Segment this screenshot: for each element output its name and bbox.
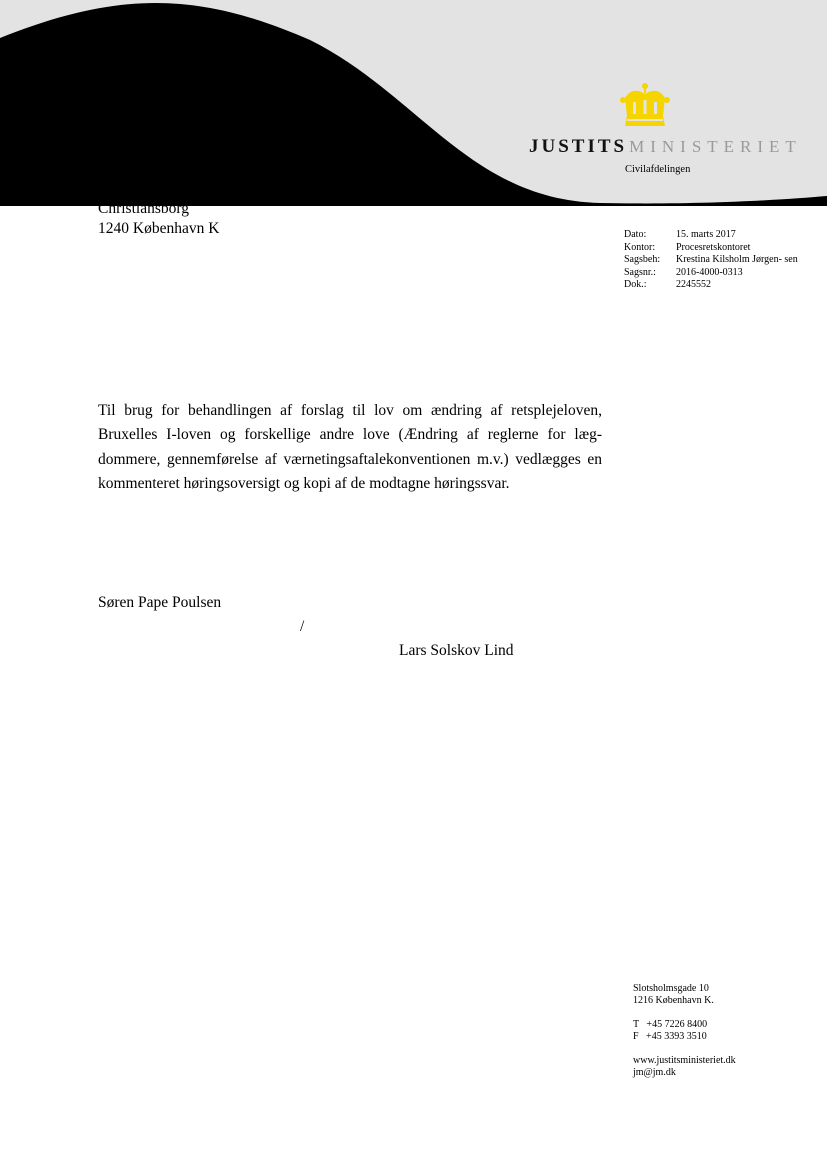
signature-separator: / bbox=[300, 618, 305, 635]
meta-label: Sagsbeh: bbox=[624, 254, 661, 265]
meta-row-caseworker bbox=[624, 254, 800, 267]
footer-city: 1216 København K. bbox=[633, 995, 714, 1006]
ministry-logo bbox=[529, 136, 802, 158]
crown-icon bbox=[619, 82, 671, 130]
header-wave-band bbox=[0, 0, 827, 210]
meta-row-date bbox=[624, 229, 800, 242]
footer-street: Slotsholmsgade 10 bbox=[633, 983, 709, 994]
meta-label: Dato: bbox=[624, 229, 647, 240]
meta-value: 2245552 bbox=[676, 279, 711, 290]
reference-block bbox=[624, 229, 800, 292]
meta-row-office bbox=[624, 242, 800, 255]
meta-label: Dok.: bbox=[624, 279, 647, 290]
logo-primary-text: JUSTITS bbox=[529, 136, 628, 157]
meta-value: 2016-4000-0313 bbox=[676, 266, 743, 278]
recipient-line-2: 1240 København K bbox=[98, 220, 220, 237]
meta-value: 15. marts 2017 bbox=[676, 229, 736, 240]
recipient-line-1: Christiansborg bbox=[98, 200, 189, 217]
footer-website-link[interactable]: www.justitsministeriet.dk bbox=[633, 1055, 736, 1066]
meta-row-case-number bbox=[624, 267, 800, 280]
meta-value: Procesretskontoret bbox=[676, 241, 751, 253]
signature-official: Lars Solskov Lind bbox=[399, 642, 514, 659]
logo-secondary-text: MINISTERIET bbox=[629, 137, 802, 156]
meta-label: Kontor: bbox=[624, 241, 656, 253]
contact-footer bbox=[633, 983, 736, 1079]
footer-phone: T +45 7226 8400 bbox=[633, 1019, 708, 1030]
meta-value: Krestina Kilsholm Jørgen- sen bbox=[676, 254, 798, 265]
letter-body: Til brug for behandlingen af forslag til lov om ændring af retsplejeloven, Bruxelles I-loven og forskellige andre love (Ændring af reglerne for lægdommere, gennemførelse af værnetingsaftalekonventionen m.v.) vedlægges en kommenteret høringsoversigt og kopi af de modtagne høringssvar. bbox=[98, 402, 602, 492]
footer-email-link[interactable]: jm@jm.dk bbox=[633, 1067, 676, 1078]
signature-minister: Søren Pape Poulsen bbox=[98, 594, 222, 611]
meta-label: Sagsnr.: bbox=[624, 266, 656, 278]
meta-row-document bbox=[624, 279, 800, 292]
footer-fax: F +45 3393 3510 bbox=[633, 1031, 707, 1042]
department-name: Civilafdelingen bbox=[625, 164, 691, 175]
